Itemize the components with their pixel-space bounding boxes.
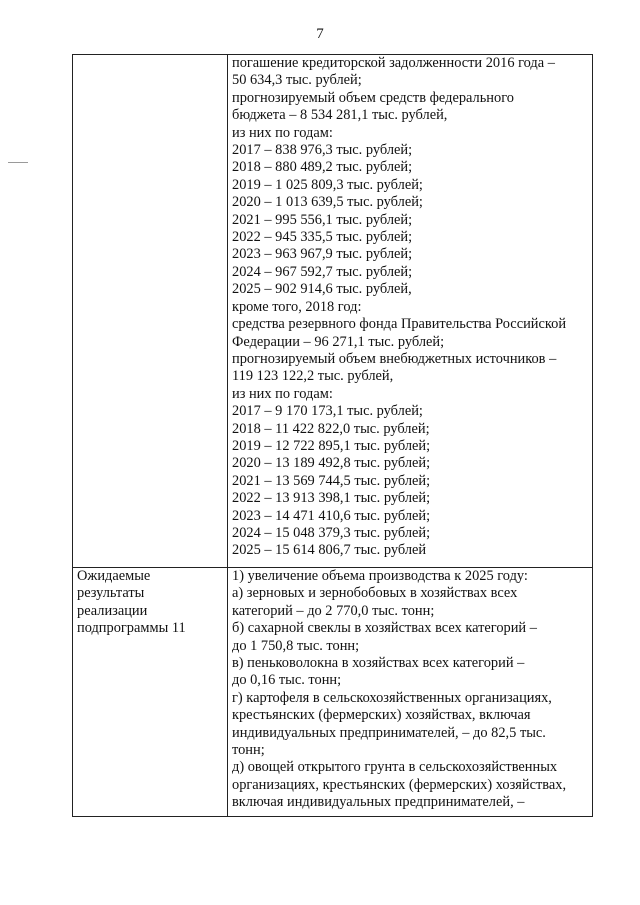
results-line: крестьянских (фермерских) хозяйствах, включая: [232, 707, 531, 724]
results-label-line: результаты: [77, 585, 145, 602]
results-line: г) картофеля в сельскохозяйственных организациях,: [232, 689, 552, 706]
funding-line: 119 123 122,2 тыс. рублей,: [232, 368, 394, 385]
funding-line: 2020 – 13 189 492,8 тыс. рублей;: [232, 455, 431, 472]
funding-line: из них по годам:: [232, 124, 333, 141]
funding-line: бюджета – 8 534 281,1 тыс. рублей,: [232, 107, 448, 124]
results-line: б) сахарной свеклы в хозяйствах всех категорий –: [232, 620, 537, 637]
funding-line: из них по годам:: [232, 385, 333, 402]
results-line: включая индивидуальных предпринимателей, –: [232, 794, 525, 811]
results-line: организациях, крестьянских (фермерских) хозяйствах,: [232, 776, 567, 793]
funding-line: средства резервного фонда Правительства Российской: [232, 316, 567, 333]
results-line: индивидуальных предпринимателей, – до 82,5 тыс.: [232, 724, 546, 741]
funding-line: 2017 – 838 976,3 тыс. рублей;: [232, 142, 413, 159]
funding-line: 2018 – 880 489,2 тыс. рублей;: [232, 159, 413, 176]
results-line: категорий – до 2 770,0 тыс. тонн;: [232, 602, 435, 619]
funding-line: 2025 – 902 914,6 тыс. рублей,: [232, 281, 412, 298]
results-label-line: Ожидаемые: [77, 568, 151, 584]
funding-line: 50 634,3 тыс. рублей;: [232, 72, 362, 89]
funding-label-cell: [73, 55, 228, 568]
funding-line: 2024 – 15 048 379,3 тыс. рублей;: [232, 524, 431, 541]
results-line: в) пеньковолокна в хозяйствах всех категорий –: [232, 655, 525, 672]
funding-line: прогнозируемый объем внебюджетных источников –: [232, 350, 557, 367]
funding-line: прогнозируемый объем средств федерального: [232, 89, 514, 106]
funding-line: 2021 – 13 569 744,5 тыс. рублей;: [232, 472, 431, 489]
results-content-cell: [228, 568, 593, 817]
results-line: до 1 750,8 тыс. тонн;: [232, 637, 360, 654]
results-label-line: подпрограммы 11: [77, 620, 186, 637]
funding-line: 2019 – 12 722 895,1 тыс. рублей;: [232, 437, 431, 454]
funding-line: 2020 – 1 013 639,5 тыс. рублей;: [232, 194, 423, 211]
funding-line: 2023 – 14 471 410,6 тыс. рублей;: [232, 507, 431, 524]
funding-line: 2024 – 967 592,7 тыс. рублей;: [232, 263, 413, 280]
funding-line: кроме того, 2018 год:: [232, 298, 362, 315]
funding-line: 2022 – 13 913 398,1 тыс. рублей;: [232, 490, 431, 507]
results-line: до 0,16 тыс. тонн;: [232, 672, 342, 689]
results-row: [73, 568, 593, 817]
results-label-line: реализации: [77, 602, 148, 619]
funding-line: 2019 – 1 025 809,3 тыс. рублей;: [232, 176, 423, 193]
funding-line: погашение кредиторской задолженности 2016 года –: [232, 55, 555, 71]
funding-line: 2017 – 9 170 173,1 тыс. рублей;: [232, 403, 423, 420]
funding-line: 2021 – 995 556,1 тыс. рублей;: [232, 211, 413, 228]
funding-line: 2022 – 945 335,5 тыс. рублей;: [232, 229, 413, 246]
results-line: тонн;: [232, 742, 265, 759]
scan-margin-mark: [8, 162, 28, 163]
passport-table: [72, 54, 593, 817]
page-number: 7: [316, 26, 324, 42]
funding-line: 2025 – 15 614 806,7 тыс. рублей: [232, 542, 427, 559]
funding-line: 2023 – 963 967,9 тыс. рублей;: [232, 246, 413, 263]
funding-line: Федерации – 96 271,1 тыс. рублей;: [232, 333, 445, 350]
results-label-cell: [73, 568, 228, 817]
funding-line: 2018 – 11 422 822,0 тыс. рублей;: [232, 420, 430, 437]
funding-content-cell: [228, 55, 593, 568]
results-line: а) зерновых и зернобобовых в хозяйствах всех: [232, 585, 518, 602]
results-line: д) овощей открытого грунта в сельскохозяйственных: [232, 759, 558, 776]
results-line: 1) увеличение объема производства к 2025 году:: [232, 568, 528, 584]
funding-row: [73, 55, 593, 568]
